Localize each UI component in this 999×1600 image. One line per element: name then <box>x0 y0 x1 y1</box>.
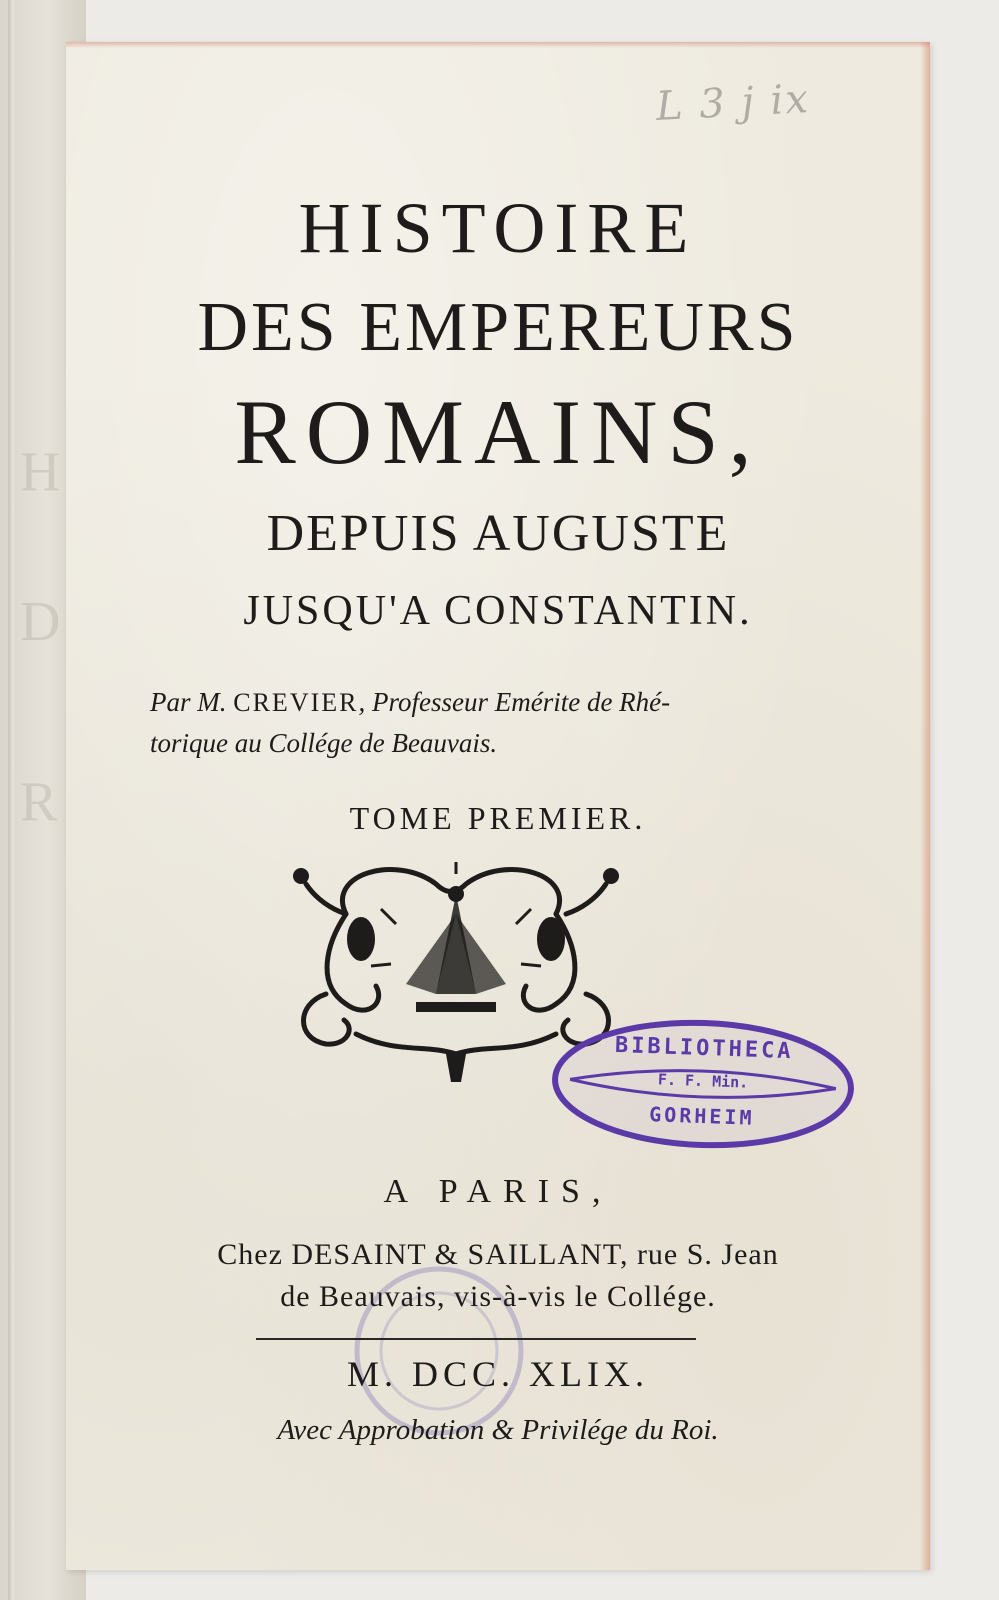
stamp-line-2: F. F. Min. <box>657 1070 749 1092</box>
volume-label: TOME PREMIER. <box>349 800 647 836</box>
royal-privilege: Avec Approbation & Privilége du Roi. <box>277 1414 719 1446</box>
page-red-edge-top <box>66 42 930 48</box>
stamp-line-1: BIBLIOTHECA <box>614 1032 794 1065</box>
publisher-line-1: Chez DESAINT & SAILLANT, rue S. Jean <box>217 1238 779 1271</box>
handwritten-shelfmark: L 3 j ix <box>654 76 812 130</box>
stamp-line-3: GORHEIM <box>648 1102 755 1130</box>
subtitle-line-1: DEPUIS AUGUSTE <box>266 505 730 562</box>
library-stamp <box>548 1013 858 1156</box>
author-prefix: Par M. <box>150 687 227 717</box>
title-line-3: ROMAINS, <box>234 381 762 483</box>
imprint-year: M. DCC. XLIX. <box>346 1354 649 1394</box>
page-fold-shadow <box>8 0 14 1600</box>
author-role-line-2: torique au Collége de Beauvais. <box>150 728 498 758</box>
title-line-1: HISTOIRE <box>298 188 698 268</box>
imprint-city: A PARIS, <box>383 1173 613 1210</box>
imprint-rule <box>256 1338 696 1340</box>
imprint-publisher <box>66 1234 930 1318</box>
subtitle-line-2: JUSQU'A CONSTANTIN. <box>243 588 753 634</box>
publisher-line-2: de Beauvais, vis-à-vis le Collége. <box>280 1280 716 1313</box>
author-role-line-1: , Professeur Emérite de Rhé- <box>358 687 671 717</box>
show-through-text: R <box>20 771 58 833</box>
show-through-text: D <box>20 591 61 653</box>
show-through-text: H <box>20 441 61 503</box>
author-statement <box>150 682 850 763</box>
author-name: CREVIER <box>233 688 359 717</box>
title-page <box>66 42 930 1570</box>
title-line-2: DES EMPEREURS <box>197 289 799 366</box>
